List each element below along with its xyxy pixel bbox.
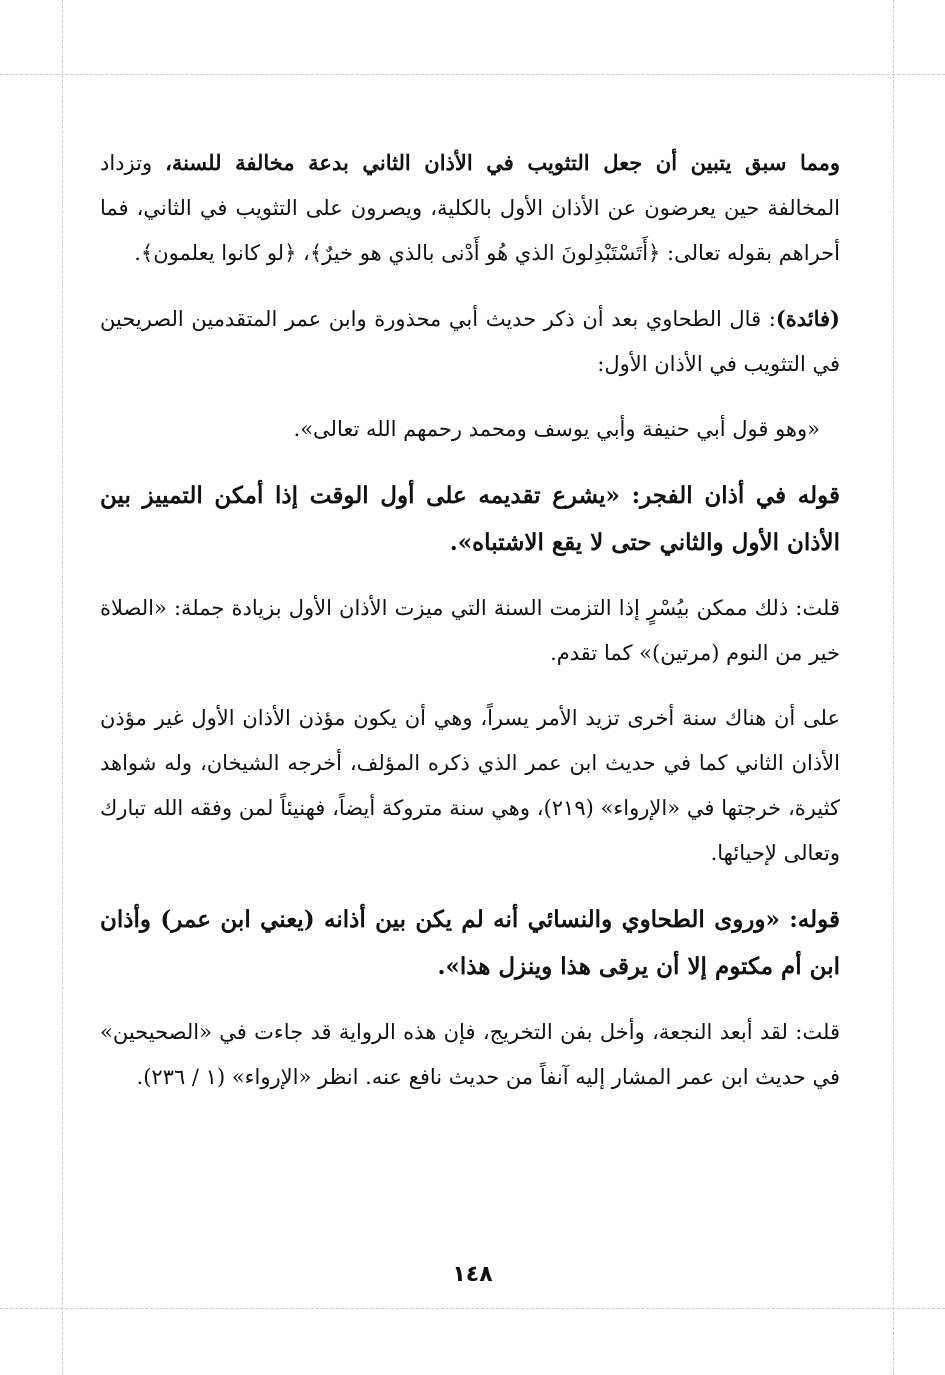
page-number: ١٤٨ bbox=[452, 1262, 493, 1287]
paragraph-qultu-1: قلت: ذلك ممكن بيُسْرٍ إذا التزمت السنة التي ميزت الأذان الأول بزيادة جملة: «الصلاة خير من النوم (مرتين)» كما تقدم. bbox=[100, 596, 840, 665]
paragraph-lead: ومما سبق يتبين أن جعل التثويب في الأذان الثاني بدعة مخالفة للسنة، bbox=[165, 150, 840, 175]
scan-guide-line-right bbox=[893, 0, 894, 1375]
paragraph-faidah bbox=[100, 296, 840, 387]
scan-guide-line-left bbox=[62, 0, 63, 1375]
paragraph-tathwib-bidah bbox=[100, 140, 840, 276]
paragraph-adhan-fajr: قوله في أذان الفجر: «يشرع تقديمه على أول الوقت إذا أمكن التمييز بين الأذان الأول والثاني حتى لا يقع الاشتباه». bbox=[100, 482, 840, 556]
paragraph-sunnah-ukhra: على أن هناك سنة أخرى تزيد الأمر يسراً، وهي أن يكون مؤذن الأذان الأول غير مؤذن الأذان الثاني كما في حديث ابن عمر الذي ذكره المؤلف، أخرجه الشيخان، وله شواهد كثيرة، خرجتها في «الإرواء» (٢١٩)، وهي سنة متروكة أيضاً، فهنيئاً لمن وفقه الله تبارك وتعالى لإحيائها. bbox=[100, 706, 840, 865]
paragraph-rest: : قال الطحاوي بعد أن ذكر حديث أبي محذورة وابن عمر المتقدمين الصريحين في التثويب في الأذان الأول: bbox=[100, 307, 840, 376]
paragraph-qultu-2: قلت: لقد أبعد النجعة، وأخل بفن التخريج، فإن هذه الرواية قد جاءت في «الصحيحين» في حديث ابن عمر المشار إليه آنفاً من حديث نافع عنه. انظر «الإرواء» (١ / ٢٣٦). bbox=[100, 1020, 840, 1089]
scan-guide-line-bottom bbox=[0, 1308, 945, 1309]
scan-guide-line-top bbox=[0, 74, 945, 75]
paragraph-lead: (فائدة) bbox=[775, 306, 840, 331]
paragraph-ibn-umm-maktum: قوله: «وروى الطحاوي والنسائي أنه لم يكن بين أذانه (يعني ابن عمر) وأذان ابن أم مكتوم إلا أن يرقى هذا وينزل هذا». bbox=[100, 906, 840, 980]
page-body bbox=[100, 140, 840, 1120]
paragraph-rest: وتزداد المخالفة حين يعرضون عن الأذان الأول بالكلية، ويصرون على التثويب في الثاني، فما أحراهم بقوله تعالى: ﴿أَتَسْتَبْدِلونَ الذي هُو أَدْنى بالذي هو خيرٌ﴾، ﴿لو كانوا يعلمون﴾. bbox=[100, 151, 840, 265]
paragraph-tahawi-quote: «وهو قول أبي حنيفة وأبي يوسف ومحمد رحمهم الله تعالى». bbox=[293, 417, 820, 441]
